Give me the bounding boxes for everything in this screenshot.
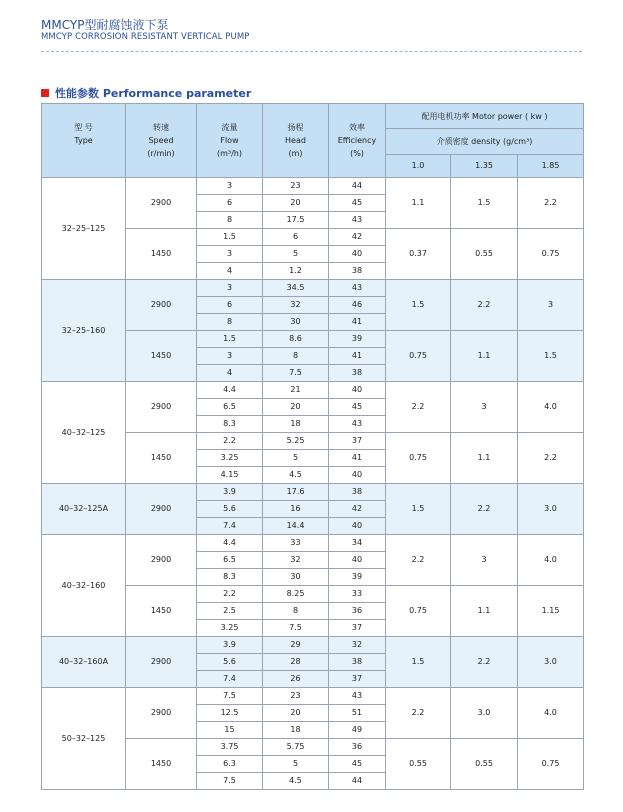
col-flow-unit: (m³/h) bbox=[216, 149, 242, 158]
cell-efficiency: 38 bbox=[329, 484, 386, 501]
cell-efficiency: 41 bbox=[329, 348, 386, 365]
table-row bbox=[42, 484, 584, 501]
cell-power-1.35: 2.2 bbox=[451, 280, 518, 331]
col-speed-cn: 转速 bbox=[153, 123, 169, 132]
col-head-cn: 扬程 bbox=[287, 123, 304, 132]
cell-head: 26 bbox=[263, 671, 329, 688]
cell-head: 20 bbox=[263, 705, 329, 722]
cell-power-1.35: 1.1 bbox=[451, 331, 518, 382]
cell-flow: 4 bbox=[197, 263, 263, 280]
cell-power-1.85: 1.15 bbox=[518, 586, 584, 637]
cell-speed: 2900 bbox=[126, 280, 197, 331]
cell-efficiency: 45 bbox=[329, 756, 386, 773]
cell-power-1.85: 4.0 bbox=[518, 688, 584, 739]
cell-head: 7.5 bbox=[263, 620, 329, 637]
cell-efficiency: 43 bbox=[329, 688, 386, 705]
cell-head: 5 bbox=[263, 450, 329, 467]
cell-power-1.0: 2.2 bbox=[386, 688, 451, 739]
table-row bbox=[42, 535, 584, 552]
table-row bbox=[42, 382, 584, 399]
cell-flow: 3.9 bbox=[197, 484, 263, 501]
cell-speed: 1450 bbox=[126, 331, 197, 382]
cell-power-1.35: 3 bbox=[451, 535, 518, 586]
cell-head: 7.5 bbox=[263, 365, 329, 382]
cell-power-1.85: 2.2 bbox=[518, 433, 584, 484]
cell-power-1.0: 1.5 bbox=[386, 280, 451, 331]
cell-flow: 6.3 bbox=[197, 756, 263, 773]
cell-speed: 1450 bbox=[126, 433, 197, 484]
cell-power-1.85: 4.0 bbox=[518, 382, 584, 433]
cell-efficiency: 39 bbox=[329, 569, 386, 586]
cell-flow: 7.4 bbox=[197, 671, 263, 688]
col-header-density-1: 1.0 bbox=[386, 154, 451, 177]
table-row bbox=[42, 178, 584, 195]
cell-power-1.85: 3.0 bbox=[518, 637, 584, 688]
cell-head: 4.5 bbox=[263, 467, 329, 484]
cell-power-1.0: 0.75 bbox=[386, 586, 451, 637]
cell-head: 21 bbox=[263, 382, 329, 399]
cell-head: 6 bbox=[263, 229, 329, 246]
cell-efficiency: 40 bbox=[329, 518, 386, 535]
cell-power-1.35: 0.55 bbox=[451, 229, 518, 280]
cell-efficiency: 37 bbox=[329, 671, 386, 688]
cell-type: 50–32–125 bbox=[42, 688, 126, 790]
cell-efficiency: 43 bbox=[329, 212, 386, 229]
cell-speed: 1450 bbox=[126, 586, 197, 637]
performance-table bbox=[41, 103, 584, 790]
cell-flow: 3 bbox=[197, 178, 263, 195]
cell-head: 23 bbox=[263, 688, 329, 705]
cell-efficiency: 51 bbox=[329, 705, 386, 722]
cell-flow: 3 bbox=[197, 280, 263, 297]
col-eff-unit: (%) bbox=[350, 149, 364, 158]
col-flow-cn: 流量 bbox=[221, 123, 238, 132]
cell-power-1.0: 1.5 bbox=[386, 484, 451, 535]
cell-power-1.35: 0.55 bbox=[451, 739, 518, 790]
cell-flow: 1.5 bbox=[197, 331, 263, 348]
cell-head: 32 bbox=[263, 297, 329, 314]
cell-efficiency: 42 bbox=[329, 501, 386, 518]
cell-efficiency: 40 bbox=[329, 552, 386, 569]
cell-speed: 1450 bbox=[126, 739, 197, 790]
header-divider bbox=[41, 51, 582, 52]
cell-head: 18 bbox=[263, 722, 329, 739]
cell-type: 32–25–125 bbox=[42, 178, 126, 280]
cell-efficiency: 43 bbox=[329, 280, 386, 297]
cell-flow: 3.25 bbox=[197, 620, 263, 637]
cell-flow: 8.3 bbox=[197, 569, 263, 586]
cell-efficiency: 44 bbox=[329, 178, 386, 195]
col-header-density-3: 1.85 bbox=[518, 154, 584, 177]
section-title: 性能参数 Performance parameter bbox=[55, 87, 252, 100]
cell-efficiency: 36 bbox=[329, 739, 386, 756]
cell-power-1.85: 2.2 bbox=[518, 178, 584, 229]
cell-flow: 8.3 bbox=[197, 416, 263, 433]
red-square-icon bbox=[41, 89, 49, 97]
cell-flow: 4.4 bbox=[197, 535, 263, 552]
col-header-density: 介质密度 density (g/cm³) bbox=[386, 129, 584, 154]
cell-speed: 2900 bbox=[126, 484, 197, 535]
cell-flow: 6.5 bbox=[197, 552, 263, 569]
cell-flow: 7.5 bbox=[197, 773, 263, 790]
cell-power-1.0: 1.5 bbox=[386, 637, 451, 688]
col-header-density-2: 1.35 bbox=[451, 154, 518, 177]
cell-power-1.85: 3 bbox=[518, 280, 584, 331]
cell-head: 5 bbox=[263, 246, 329, 263]
cell-efficiency: 38 bbox=[329, 263, 386, 280]
cell-head: 1.2 bbox=[263, 263, 329, 280]
cell-flow: 2.2 bbox=[197, 586, 263, 603]
cell-power-1.0: 2.2 bbox=[386, 535, 451, 586]
cell-speed: 2900 bbox=[126, 382, 197, 433]
cell-head: 23 bbox=[263, 178, 329, 195]
cell-head: 8 bbox=[263, 348, 329, 365]
cell-flow: 8 bbox=[197, 314, 263, 331]
col-head-unit: (m) bbox=[288, 149, 303, 158]
cell-power-1.85: 4.0 bbox=[518, 535, 584, 586]
cell-flow: 3.25 bbox=[197, 450, 263, 467]
cell-head: 20 bbox=[263, 399, 329, 416]
table-row bbox=[42, 637, 584, 654]
header-title-cn: MMCYP型耐腐蚀液下泵 bbox=[41, 18, 169, 32]
cell-head: 17.6 bbox=[263, 484, 329, 501]
cell-head: 8 bbox=[263, 603, 329, 620]
col-flow-en: Flow bbox=[220, 136, 239, 145]
cell-flow: 15 bbox=[197, 722, 263, 739]
cell-head: 20 bbox=[263, 195, 329, 212]
cell-efficiency: 32 bbox=[329, 637, 386, 654]
cell-head: 4.5 bbox=[263, 773, 329, 790]
cell-power-1.35: 1.1 bbox=[451, 433, 518, 484]
cell-power-1.35: 3 bbox=[451, 382, 518, 433]
cell-efficiency: 44 bbox=[329, 773, 386, 790]
cell-flow: 3 bbox=[197, 348, 263, 365]
cell-flow: 3.9 bbox=[197, 637, 263, 654]
cell-flow: 4 bbox=[197, 365, 263, 382]
cell-speed: 2900 bbox=[126, 535, 197, 586]
header-title-en: MMCYP CORROSION RESISTANT VERTICAL PUMP bbox=[41, 32, 250, 42]
col-header-motor: 配用电机功率 Motor power ( kw ) bbox=[386, 104, 584, 129]
cell-efficiency: 40 bbox=[329, 382, 386, 399]
cell-type: 40–32–160 bbox=[42, 535, 126, 637]
cell-speed: 1450 bbox=[126, 229, 197, 280]
cell-head: 14.4 bbox=[263, 518, 329, 535]
cell-speed: 2900 bbox=[126, 637, 197, 688]
col-header-head bbox=[263, 104, 329, 178]
cell-efficiency: 38 bbox=[329, 365, 386, 382]
cell-power-1.85: 0.75 bbox=[518, 229, 584, 280]
cell-efficiency: 41 bbox=[329, 314, 386, 331]
cell-efficiency: 37 bbox=[329, 433, 386, 450]
cell-efficiency: 34 bbox=[329, 535, 386, 552]
cell-flow: 7.4 bbox=[197, 518, 263, 535]
cell-power-1.0: 0.75 bbox=[386, 331, 451, 382]
cell-power-1.35: 3.0 bbox=[451, 688, 518, 739]
cell-head: 34.5 bbox=[263, 280, 329, 297]
cell-power-1.35: 1.1 bbox=[451, 586, 518, 637]
cell-flow: 5.6 bbox=[197, 501, 263, 518]
section-heading bbox=[41, 85, 251, 101]
table-row bbox=[42, 280, 584, 297]
cell-speed: 2900 bbox=[126, 688, 197, 739]
cell-head: 5.25 bbox=[263, 433, 329, 450]
cell-flow: 3 bbox=[197, 246, 263, 263]
cell-flow: 2.5 bbox=[197, 603, 263, 620]
cell-efficiency: 40 bbox=[329, 246, 386, 263]
cell-power-1.85: 1.5 bbox=[518, 331, 584, 382]
col-header-flow bbox=[197, 104, 263, 178]
cell-head: 8.6 bbox=[263, 331, 329, 348]
col-speed-en: Speed bbox=[148, 136, 174, 145]
cell-efficiency: 40 bbox=[329, 467, 386, 484]
cell-power-1.35: 1.5 bbox=[451, 178, 518, 229]
cell-power-1.35: 2.2 bbox=[451, 637, 518, 688]
cell-type: 32–25–160 bbox=[42, 280, 126, 382]
cell-head: 16 bbox=[263, 501, 329, 518]
cell-head: 28 bbox=[263, 654, 329, 671]
cell-efficiency: 39 bbox=[329, 331, 386, 348]
cell-efficiency: 41 bbox=[329, 450, 386, 467]
cell-speed: 2900 bbox=[126, 178, 197, 229]
cell-flow: 4.15 bbox=[197, 467, 263, 484]
cell-head: 17.5 bbox=[263, 212, 329, 229]
cell-flow: 7.5 bbox=[197, 688, 263, 705]
table-row bbox=[42, 688, 584, 705]
page-header bbox=[41, 19, 250, 43]
cell-flow: 12.5 bbox=[197, 705, 263, 722]
cell-power-1.0: 0.55 bbox=[386, 739, 451, 790]
cell-power-1.85: 0.75 bbox=[518, 739, 584, 790]
cell-head: 5.75 bbox=[263, 739, 329, 756]
cell-type: 40–32–125 bbox=[42, 382, 126, 484]
cell-efficiency: 36 bbox=[329, 603, 386, 620]
col-head-en: Head bbox=[285, 136, 306, 145]
cell-efficiency: 43 bbox=[329, 416, 386, 433]
cell-head: 30 bbox=[263, 569, 329, 586]
cell-flow: 1.5 bbox=[197, 229, 263, 246]
cell-flow: 6.5 bbox=[197, 399, 263, 416]
cell-efficiency: 45 bbox=[329, 195, 386, 212]
col-eff-cn: 效率 bbox=[349, 123, 365, 132]
cell-efficiency: 42 bbox=[329, 229, 386, 246]
cell-head: 33 bbox=[263, 535, 329, 552]
cell-head: 8.25 bbox=[263, 586, 329, 603]
col-header-efficiency bbox=[329, 104, 386, 178]
cell-power-1.85: 3.0 bbox=[518, 484, 584, 535]
cell-head: 18 bbox=[263, 416, 329, 433]
cell-flow: 2.2 bbox=[197, 433, 263, 450]
cell-efficiency: 33 bbox=[329, 586, 386, 603]
cell-head: 30 bbox=[263, 314, 329, 331]
cell-power-1.0: 0.75 bbox=[386, 433, 451, 484]
cell-flow: 6 bbox=[197, 195, 263, 212]
cell-flow: 6 bbox=[197, 297, 263, 314]
cell-head: 32 bbox=[263, 552, 329, 569]
cell-power-1.35: 2.2 bbox=[451, 484, 518, 535]
cell-efficiency: 46 bbox=[329, 297, 386, 314]
cell-efficiency: 45 bbox=[329, 399, 386, 416]
col-speed-unit: (r/min) bbox=[147, 149, 175, 158]
cell-efficiency: 38 bbox=[329, 654, 386, 671]
col-header-type bbox=[42, 104, 126, 178]
col-eff-en: Efficiency bbox=[337, 136, 377, 145]
cell-type: 40–32–160A bbox=[42, 637, 126, 688]
cell-flow: 8 bbox=[197, 212, 263, 229]
cell-head: 29 bbox=[263, 637, 329, 654]
cell-power-1.0: 2.2 bbox=[386, 382, 451, 433]
col-type-cn: 型 号 bbox=[74, 123, 93, 132]
cell-head: 5 bbox=[263, 756, 329, 773]
cell-flow: 4.4 bbox=[197, 382, 263, 399]
cell-power-1.0: 0.37 bbox=[386, 229, 451, 280]
cell-efficiency: 37 bbox=[329, 620, 386, 637]
cell-power-1.0: 1.1 bbox=[386, 178, 451, 229]
cell-type: 40–32–125A bbox=[42, 484, 126, 535]
cell-flow: 3.75 bbox=[197, 739, 263, 756]
cell-efficiency: 49 bbox=[329, 722, 386, 739]
col-header-speed bbox=[126, 104, 197, 178]
col-type-en: Type bbox=[74, 136, 93, 145]
cell-flow: 5.6 bbox=[197, 654, 263, 671]
